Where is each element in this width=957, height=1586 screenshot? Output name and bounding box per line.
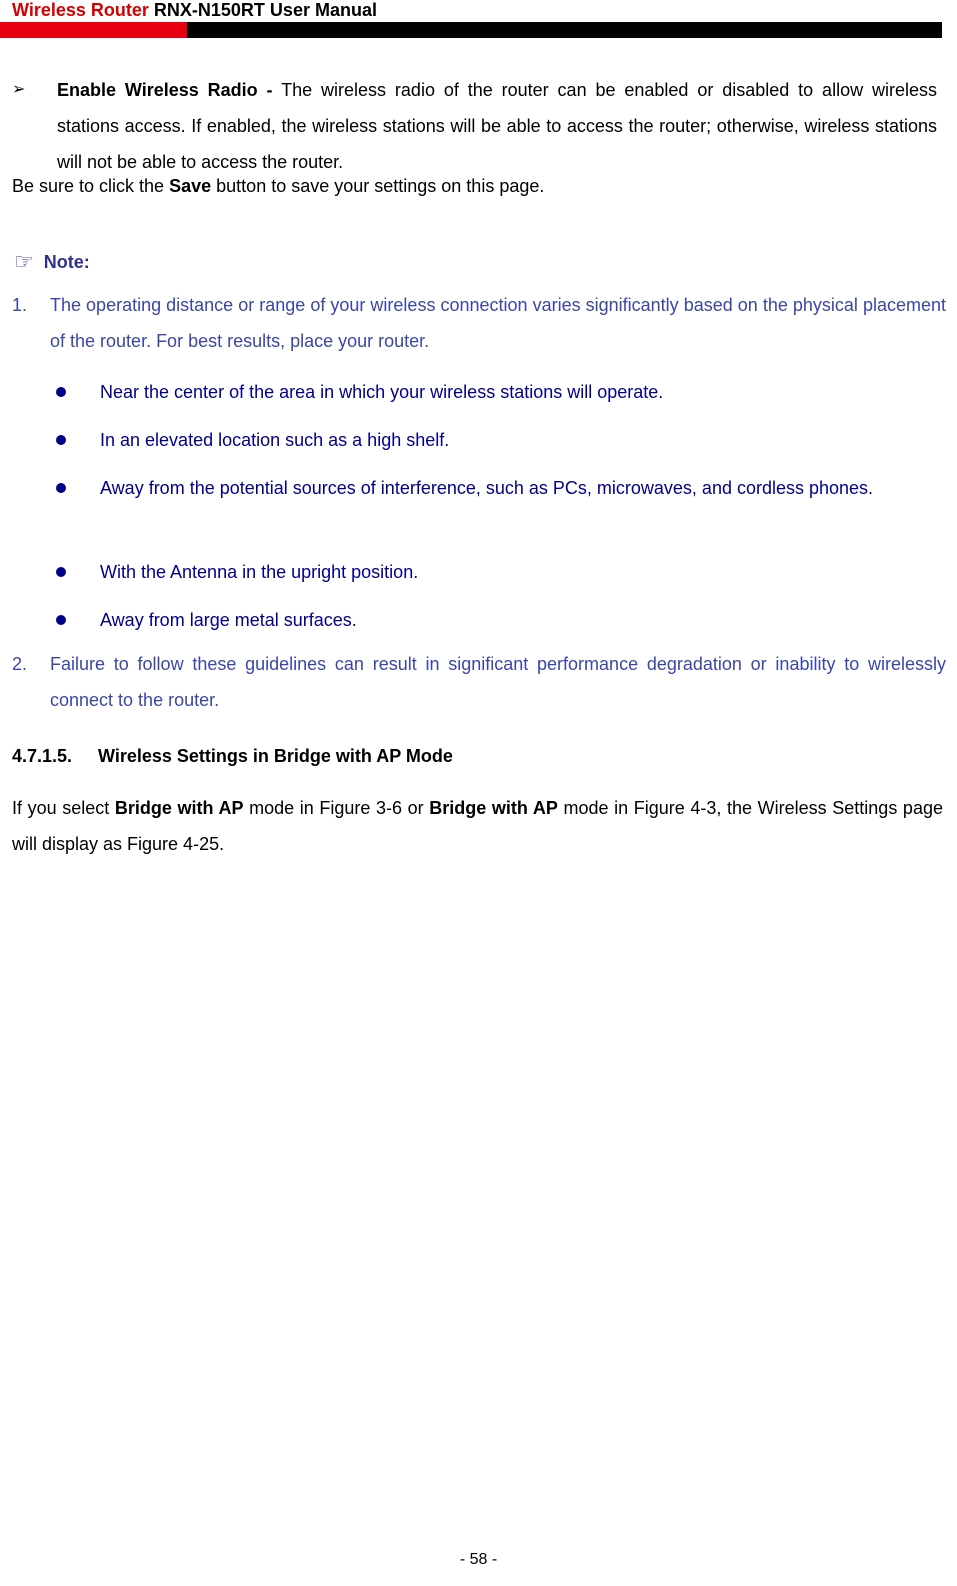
header-bar-red (0, 22, 187, 38)
paragraph-bold-1: Bridge with AP (114, 798, 244, 818)
note-number-2: 2. (12, 654, 28, 674)
arrowhead-bullet-icon: ➢ (12, 81, 26, 98)
manual-header (12, 0, 377, 20)
header-brand: Wireless Router (12, 0, 149, 20)
placement-bullet-2: In an elevated location such as a high shelf. (100, 430, 450, 450)
pointing-hand-icon: ☞ (14, 249, 34, 274)
section-number: 4.7.1.5. (12, 746, 73, 766)
note-label: Note: (43, 252, 90, 272)
header-bar-black (187, 22, 942, 38)
save-instruction (12, 168, 942, 204)
placement-bullet-5: Away from large metal surfaces. (100, 610, 357, 630)
enable-wireless-radio-text: The wireless radio of the router can be enabled or disabled to allow wireless stations access. If enabled, the wireless stations will be able to access the router; otherwise, wireless stations will not be able to access the router. (57, 80, 937, 172)
header-model: RNX-N150RT User Manual (153, 0, 377, 20)
bullet-dot-icon (56, 483, 66, 493)
bullet-dot-icon (56, 435, 66, 445)
paragraph-text-2: mode in Figure 3-6 or (249, 798, 424, 818)
section-title: Wireless Settings in Bridge with AP Mode (98, 746, 453, 766)
placement-bullet-4: With the Antenna in the upright position. (100, 562, 419, 582)
bullet-dot-icon (56, 615, 66, 625)
note-text-2: Failure to follow these guidelines can result in significant performance degradation or inability to wirelessly connect to the router. (50, 654, 946, 710)
enable-wireless-radio-term: Enable Wireless Radio - (57, 80, 273, 100)
placement-bullet-3: Away from the potential sources of interference, such as PCs, microwaves, and cordless phones. (100, 478, 874, 498)
save-instruction-after: button to save your settings on this page. (216, 176, 545, 196)
page-number: - 58 - (459, 1551, 498, 1568)
bullet-dot-icon (56, 387, 66, 397)
section-heading (12, 738, 453, 774)
bridge-mode-paragraph (12, 790, 943, 862)
paragraph-bold-2: Bridge with AP (429, 798, 558, 818)
note-number-1: 1. (12, 295, 28, 315)
note-heading (14, 244, 90, 280)
note-text-1: The operating distance or range of your wireless connection varies significantly based on the physical placement of the router. For best results, place your router. (50, 295, 946, 351)
header-divider-bar (0, 22, 942, 38)
bullet-dot-icon (56, 567, 66, 577)
placement-bullet-1: Near the center of the area in which your wireless stations will operate. (100, 382, 664, 402)
save-keyword: Save (169, 176, 212, 196)
paragraph-text-1: If you select (12, 798, 110, 818)
enable-wireless-radio-item (57, 72, 937, 180)
paragraph-text-3: mode in Figure 4-3, the Wireless Settings page will display as Figure 4-25. (12, 798, 943, 854)
save-instruction-before: Be sure to click the (12, 176, 165, 196)
